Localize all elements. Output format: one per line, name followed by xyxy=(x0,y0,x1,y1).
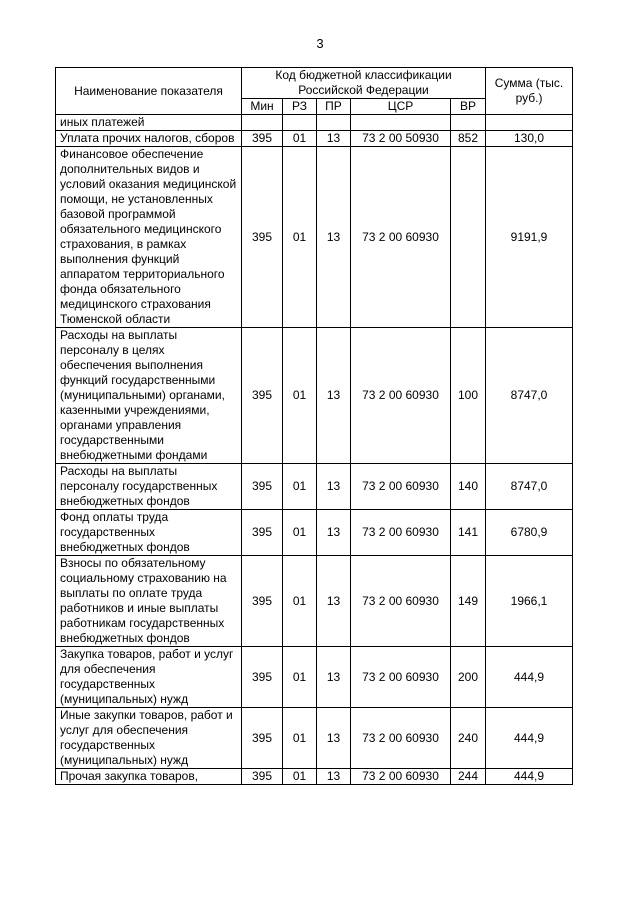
row-csr: 73 2 00 60930 xyxy=(351,647,451,708)
table-row xyxy=(56,131,573,147)
row-vr: 141 xyxy=(451,510,486,556)
row-rz: 01 xyxy=(283,464,317,510)
row-rz: 01 xyxy=(283,328,317,464)
row-pr: 13 xyxy=(317,510,351,556)
row-rz: 01 xyxy=(283,510,317,556)
row-rz: 01 xyxy=(283,131,317,147)
row-pr xyxy=(317,115,351,131)
row-sum: 9191,9 xyxy=(486,147,573,328)
row-pr: 13 xyxy=(317,647,351,708)
row-min xyxy=(242,115,283,131)
header-pr: ПР xyxy=(317,99,351,115)
row-csr: 73 2 00 50930 xyxy=(351,131,451,147)
row-min: 395 xyxy=(242,328,283,464)
row-min: 395 xyxy=(242,769,283,785)
table-row xyxy=(56,147,573,328)
row-csr: 73 2 00 60930 xyxy=(351,464,451,510)
row-min: 395 xyxy=(242,556,283,647)
row-name: Взносы по обязательному социальному страхованию на выплаты по оплате труда работников и иные выплаты работникам государственных внебюджетных фондов xyxy=(56,556,242,647)
row-name: Фонд оплаты труда государственных внебюджетных фондов xyxy=(56,510,242,556)
table-row xyxy=(56,556,573,647)
table-row xyxy=(56,464,573,510)
row-min: 395 xyxy=(242,647,283,708)
budget-table xyxy=(55,67,573,785)
table-row xyxy=(56,708,573,769)
row-sum: 130,0 xyxy=(486,131,573,147)
row-name: Расходы на выплаты персоналу государственных внебюджетных фондов xyxy=(56,464,242,510)
header-code-group: Код бюджетной классификации Российской Федерации xyxy=(242,68,486,99)
row-vr: 240 xyxy=(451,708,486,769)
row-name: Прочая закупка товаров, xyxy=(56,769,242,785)
row-sum: 444,9 xyxy=(486,708,573,769)
row-csr: 73 2 00 60930 xyxy=(351,556,451,647)
row-min: 395 xyxy=(242,510,283,556)
row-sum: 444,9 xyxy=(486,769,573,785)
row-sum: 8747,0 xyxy=(486,464,573,510)
row-min: 395 xyxy=(242,131,283,147)
table-row xyxy=(56,647,573,708)
row-sum: 8747,0 xyxy=(486,328,573,464)
row-pr: 13 xyxy=(317,708,351,769)
row-vr xyxy=(451,147,486,328)
row-csr: 73 2 00 60930 xyxy=(351,147,451,328)
row-name: иных платежей xyxy=(56,115,242,131)
row-csr: 73 2 00 60930 xyxy=(351,328,451,464)
row-sum: 444,9 xyxy=(486,647,573,708)
row-min: 395 xyxy=(242,464,283,510)
row-min: 395 xyxy=(242,147,283,328)
row-vr: 244 xyxy=(451,769,486,785)
header-sum-column: Сумма (тыс. руб.) xyxy=(486,68,573,115)
row-pr: 13 xyxy=(317,769,351,785)
table-row xyxy=(56,769,573,785)
row-name: Закупка товаров, работ и услуг для обеспечения государственных (муниципальных) нужд xyxy=(56,647,242,708)
row-csr: 73 2 00 60930 xyxy=(351,510,451,556)
row-name: Иные закупки товаров, работ и услуг для обеспечения государственных (муниципальных) нужд xyxy=(56,708,242,769)
row-name: Финансовое обеспечение дополнительных видов и условий оказания медицинской помощи, не установленных базовой программой обязательного медицинского страхования, в рамках выполнения функций аппаратом территориального фонда обязательного медицинского страхования Тюменской области xyxy=(56,147,242,328)
row-name: Уплата прочих налогов, сборов xyxy=(56,131,242,147)
row-rz: 01 xyxy=(283,647,317,708)
header-min: Мин xyxy=(242,99,283,115)
header-csr: ЦСР xyxy=(351,99,451,115)
row-vr: 200 xyxy=(451,647,486,708)
page-number: 3 xyxy=(316,36,324,51)
row-vr: 149 xyxy=(451,556,486,647)
table-row xyxy=(56,328,573,464)
row-sum xyxy=(486,115,573,131)
header-name-column: Наименование показателя xyxy=(56,68,242,115)
row-rz: 01 xyxy=(283,556,317,647)
row-vr xyxy=(451,115,486,131)
row-name: Расходы на выплаты персоналу в целях обеспечения выполнения функций государственными (муниципальными) органами, казенными учреждениями, органами управления государственными внебюджетными фондами xyxy=(56,328,242,464)
row-pr: 13 xyxy=(317,328,351,464)
row-pr: 13 xyxy=(317,464,351,510)
row-vr: 100 xyxy=(451,328,486,464)
row-sum: 6780,9 xyxy=(486,510,573,556)
row-csr: 73 2 00 60930 xyxy=(351,708,451,769)
row-sum: 1966,1 xyxy=(486,556,573,647)
row-rz: 01 xyxy=(283,147,317,328)
row-rz xyxy=(283,115,317,131)
table-row xyxy=(56,115,573,131)
row-csr xyxy=(351,115,451,131)
table-body xyxy=(56,115,573,785)
row-pr: 13 xyxy=(317,556,351,647)
row-rz: 01 xyxy=(283,769,317,785)
row-csr: 73 2 00 60930 xyxy=(351,769,451,785)
row-vr: 140 xyxy=(451,464,486,510)
row-rz: 01 xyxy=(283,708,317,769)
header-rz: РЗ xyxy=(283,99,317,115)
table-row xyxy=(56,510,573,556)
row-min: 395 xyxy=(242,708,283,769)
row-pr: 13 xyxy=(317,147,351,328)
row-pr: 13 xyxy=(317,131,351,147)
row-vr: 852 xyxy=(451,131,486,147)
header-vr: ВР xyxy=(451,99,486,115)
